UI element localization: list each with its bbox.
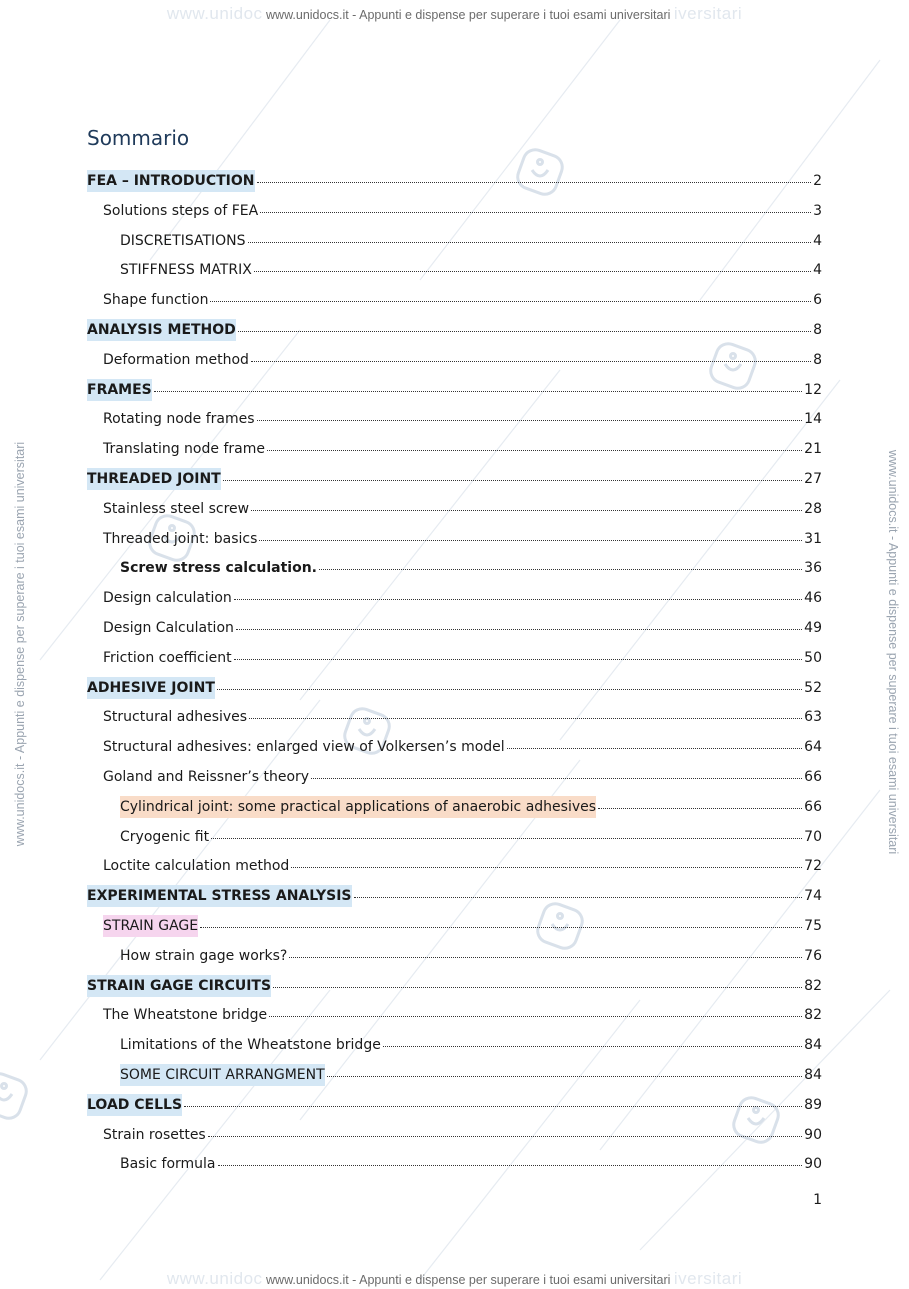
toc-entry-page: 28 bbox=[804, 501, 822, 517]
watermark-ghost-right: iversitari bbox=[673, 4, 743, 23]
toc-entry[interactable] bbox=[103, 706, 822, 728]
toc-entry[interactable] bbox=[103, 200, 822, 222]
toc-entry-page: 27 bbox=[804, 471, 822, 487]
toc-dot-leader bbox=[259, 539, 802, 541]
toc-dot-leader bbox=[238, 330, 811, 332]
toc-dot-leader bbox=[327, 1075, 802, 1077]
toc-entry-title: Translating node frame bbox=[103, 441, 265, 457]
toc-entry-title: Loctite calculation method bbox=[103, 858, 290, 874]
toc-dot-leader bbox=[236, 628, 802, 630]
toc-entry[interactable] bbox=[103, 349, 822, 371]
toc-dot-leader bbox=[218, 1164, 803, 1166]
toc-entry-page: 46 bbox=[804, 590, 822, 606]
toc-entry[interactable] bbox=[103, 855, 822, 877]
toc-entry-title: Rotating node frames bbox=[103, 411, 255, 427]
toc-entry-page: 6 bbox=[813, 292, 822, 308]
toc-entry-page: 50 bbox=[804, 650, 822, 666]
toc-entry-title: STIFFNESS MATRIX bbox=[120, 262, 252, 278]
toc-entry-title: Design Calculation bbox=[103, 620, 234, 636]
toc-dot-leader bbox=[234, 598, 802, 600]
toc-dot-leader bbox=[234, 658, 803, 660]
toc-entry[interactable] bbox=[87, 1094, 822, 1116]
toc-entry[interactable] bbox=[120, 945, 822, 967]
watermark-ghost-left: www.unidoc bbox=[166, 1269, 263, 1288]
toc-entry-title: ANALYSIS METHOD bbox=[87, 319, 236, 341]
toc-entry[interactable] bbox=[87, 319, 822, 341]
toc-entry[interactable] bbox=[120, 1153, 822, 1175]
toc-entry-title: Goland and Reissner’s theory bbox=[103, 769, 310, 785]
toc-entry[interactable] bbox=[87, 885, 822, 907]
toc-entry-page: 31 bbox=[804, 531, 822, 547]
watermark-right: www.unidocs.it - Appunti e dispense per superare i tuoi esami universitari bbox=[886, 449, 900, 855]
toc-entry-page: 72 bbox=[804, 858, 822, 874]
toc-dot-leader bbox=[210, 300, 811, 302]
watermark-left: www.unidocs.it - Appunti e dispense per superare i tuoi esami universitari bbox=[13, 441, 27, 847]
toc-entry[interactable] bbox=[120, 259, 822, 281]
toc-dot-leader bbox=[254, 270, 811, 272]
toc-dot-leader bbox=[251, 360, 811, 362]
toc-title: Sommario bbox=[87, 126, 190, 150]
toc-entry-title: Cryogenic fit bbox=[120, 829, 210, 845]
toc-entry-title: Cylindrical joint: some practical applications of anaerobic adhesives bbox=[120, 796, 596, 818]
unidocs-logo-icon bbox=[0, 1070, 30, 1121]
toc-entry-title: Structural adhesives: enlarged view of Volkersen’s model bbox=[103, 739, 505, 755]
toc-entry[interactable] bbox=[103, 408, 822, 430]
toc-entry-page: 90 bbox=[804, 1127, 822, 1143]
toc-entry-title: Basic formula bbox=[120, 1156, 216, 1172]
toc-entry[interactable] bbox=[120, 796, 822, 818]
watermark-ghost-right: iversitari bbox=[673, 1269, 743, 1288]
toc-dot-leader bbox=[289, 956, 802, 958]
toc-dot-leader bbox=[251, 509, 802, 511]
toc-entry[interactable] bbox=[120, 826, 822, 848]
toc-entry-page: 3 bbox=[813, 203, 822, 219]
toc-entry[interactable] bbox=[103, 1004, 822, 1026]
toc-entry-title: Design calculation bbox=[103, 590, 232, 606]
toc-entry-page: 90 bbox=[804, 1156, 822, 1172]
toc-entry-page: 64 bbox=[804, 739, 822, 755]
toc-dot-leader bbox=[319, 568, 802, 570]
toc-entry-title: FRAMES bbox=[87, 379, 152, 401]
toc-entry-title: STRAIN GAGE bbox=[103, 915, 198, 937]
toc-entry-page: 21 bbox=[804, 441, 822, 457]
toc-entry-title: ADHESIVE JOINT bbox=[87, 677, 215, 699]
watermark-ghost-left: www.unidoc bbox=[166, 4, 263, 23]
toc-entry[interactable] bbox=[103, 587, 822, 609]
toc-entry-title: Shape function bbox=[103, 292, 209, 308]
toc-entry-page: 66 bbox=[804, 769, 822, 785]
toc-entry[interactable] bbox=[103, 498, 822, 520]
toc-entry-title: Screw stress calculation. bbox=[120, 560, 318, 576]
toc-dot-leader bbox=[154, 390, 802, 392]
toc-entry-page: 2 bbox=[813, 173, 822, 189]
toc-entry-page: 49 bbox=[804, 620, 822, 636]
toc-entry-page: 82 bbox=[804, 978, 822, 994]
toc-dot-leader bbox=[507, 747, 803, 749]
toc-entry-title: Structural adhesives bbox=[103, 709, 248, 725]
watermark-top bbox=[0, 4, 909, 24]
toc-dot-leader bbox=[269, 1015, 802, 1017]
toc-entry-title: SOME CIRCUIT ARRANGMENT bbox=[120, 1064, 325, 1086]
toc-dot-leader bbox=[248, 241, 812, 243]
toc-dot-leader bbox=[273, 986, 802, 988]
toc-entry[interactable] bbox=[120, 1064, 822, 1086]
toc-entry-page: 74 bbox=[804, 888, 822, 904]
toc-entry-page: 66 bbox=[804, 799, 822, 815]
toc-dot-leader bbox=[260, 211, 811, 213]
watermark-top-text: www.unidocs.it - Appunti e dispense per superare i tuoi esami universitari bbox=[266, 8, 671, 22]
toc-entry-page: 14 bbox=[804, 411, 822, 427]
toc-entry[interactable] bbox=[120, 230, 822, 252]
toc-entry-title: FEA – INTRODUCTION bbox=[87, 170, 255, 192]
toc-entry-title: Deformation method bbox=[103, 352, 249, 368]
toc-entry[interactable] bbox=[87, 379, 822, 401]
toc-entry[interactable] bbox=[103, 438, 822, 460]
toc-entry-page: 4 bbox=[813, 262, 822, 278]
toc-entry-page: 82 bbox=[804, 1007, 822, 1023]
toc-entry-title: LOAD CELLS bbox=[87, 1094, 182, 1116]
toc-entry[interactable] bbox=[103, 647, 822, 669]
toc-dot-leader bbox=[291, 866, 802, 868]
toc-dot-leader bbox=[223, 479, 802, 481]
toc-dot-leader bbox=[211, 837, 802, 839]
toc-dot-leader bbox=[184, 1105, 802, 1107]
toc-entry[interactable] bbox=[103, 736, 822, 758]
toc-entry-page: 4 bbox=[813, 233, 822, 249]
toc-dot-leader bbox=[217, 688, 802, 690]
toc-entry-page: 84 bbox=[804, 1037, 822, 1053]
toc-dot-leader bbox=[257, 419, 803, 421]
toc-entry[interactable] bbox=[120, 1034, 822, 1056]
toc-entry[interactable] bbox=[103, 1124, 822, 1146]
toc-dot-leader bbox=[598, 807, 802, 809]
toc-dot-leader bbox=[249, 717, 802, 719]
toc-entry-title: How strain gage works? bbox=[120, 948, 288, 964]
toc-entry-page: 75 bbox=[804, 918, 822, 934]
toc-entry-page: 52 bbox=[804, 680, 822, 696]
toc-entry-page: 36 bbox=[804, 560, 822, 576]
toc-entry-page: 70 bbox=[804, 829, 822, 845]
toc-entry[interactable] bbox=[103, 766, 822, 788]
toc-dot-leader bbox=[200, 926, 802, 928]
toc-dot-leader bbox=[354, 896, 803, 898]
toc-entry-title: Strain rosettes bbox=[103, 1127, 206, 1143]
toc-entry-title: Solutions steps of FEA bbox=[103, 203, 259, 219]
toc-dot-leader bbox=[383, 1045, 802, 1047]
watermark-bottom-text: www.unidocs.it - Appunti e dispense per superare i tuoi esami universitari bbox=[266, 1273, 671, 1287]
toc-entry-title: STRAIN GAGE CIRCUITS bbox=[87, 975, 271, 997]
toc-entry-page: 8 bbox=[813, 352, 822, 368]
toc-dot-leader bbox=[311, 777, 802, 779]
toc-dot-leader bbox=[267, 449, 802, 451]
toc-entry[interactable] bbox=[120, 557, 822, 579]
toc-entry-page: 84 bbox=[804, 1067, 822, 1083]
toc-entry-title: THREADED JOINT bbox=[87, 468, 221, 490]
toc-entry-page: 63 bbox=[804, 709, 822, 725]
toc-entry-page: 89 bbox=[804, 1097, 822, 1113]
toc-entry-page: 12 bbox=[804, 382, 822, 398]
toc-entry-page: 8 bbox=[813, 322, 822, 338]
toc-dot-leader bbox=[257, 181, 812, 183]
toc-entry-title: Friction coefficient bbox=[103, 650, 232, 666]
page-number: 1 bbox=[813, 1192, 822, 1208]
toc-entry-title: Threaded joint: basics bbox=[103, 531, 258, 547]
toc-entry[interactable] bbox=[87, 677, 822, 699]
toc-entry[interactable] bbox=[103, 289, 822, 311]
toc-entry-page: 76 bbox=[804, 948, 822, 964]
toc-entry[interactable] bbox=[103, 617, 822, 639]
watermark-bottom bbox=[0, 1269, 909, 1289]
toc-entry[interactable] bbox=[87, 468, 822, 490]
toc-entry-title: Limitations of the Wheatstone bridge bbox=[120, 1037, 381, 1053]
toc-entry-title: DISCRETISATIONS bbox=[120, 233, 246, 249]
toc-entry-title: The Wheatstone bridge bbox=[103, 1007, 268, 1023]
toc-entry[interactable] bbox=[87, 170, 822, 192]
toc-entry[interactable] bbox=[103, 915, 822, 937]
toc-entry-title: EXPERIMENTAL STRESS ANALYSIS bbox=[87, 885, 352, 907]
toc-entry-title: Stainless steel screw bbox=[103, 501, 250, 517]
toc-dot-leader bbox=[208, 1135, 802, 1137]
toc-entry[interactable] bbox=[103, 528, 822, 550]
toc-entry[interactable] bbox=[87, 975, 822, 997]
